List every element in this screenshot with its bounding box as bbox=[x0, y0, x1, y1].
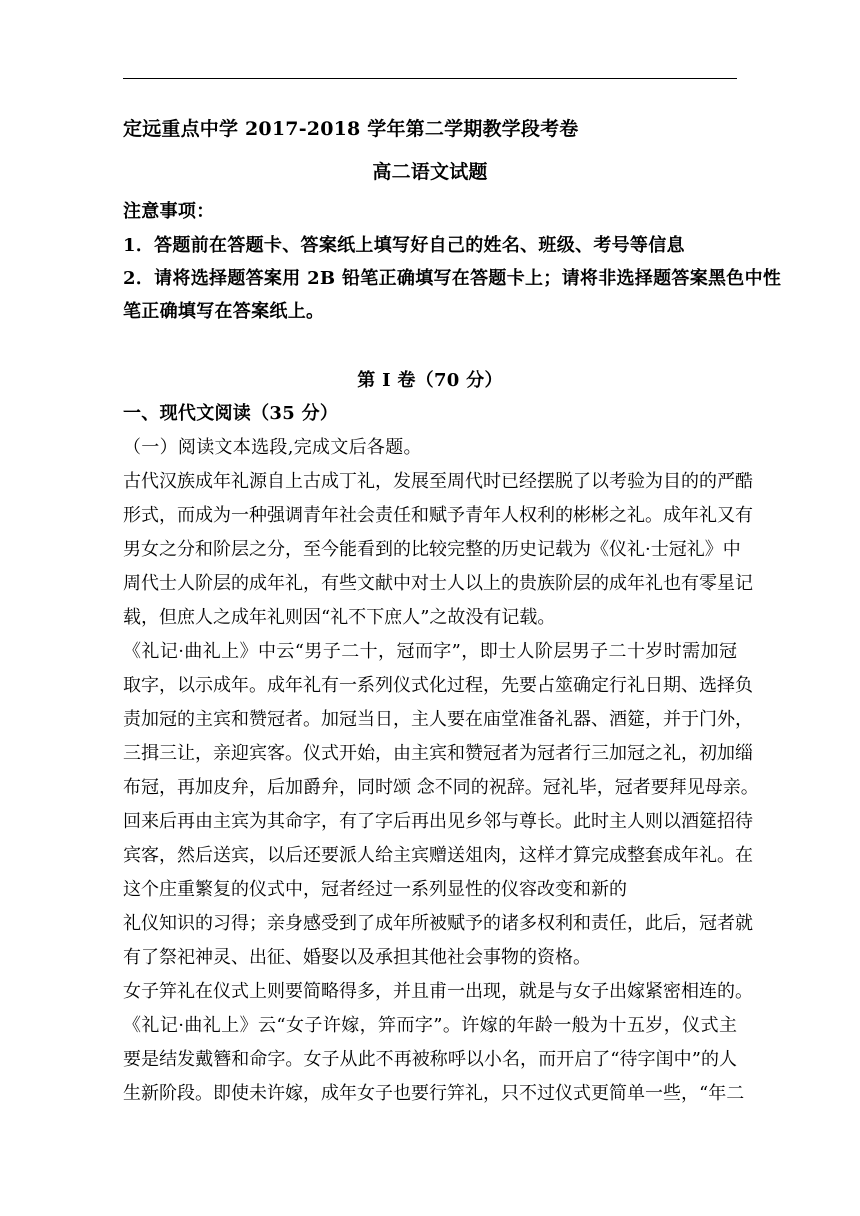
volume-heading: 第 I 卷（70 分） bbox=[357, 370, 503, 391]
body-line: 《礼记·曲礼上》云“女子许嫁，笄而字”。许嫁的年龄一般为十五岁，仪式主 bbox=[123, 1015, 737, 1036]
header-rule bbox=[123, 78, 737, 79]
notice-item-1: 1．答题前在答题卡、答案纸上填写好自己的姓名、班级、考号等信息 bbox=[123, 235, 685, 256]
body-line: 布冠，再加皮弁，后加爵弁，同时颂 念不同的祝辞。冠礼毕，冠者要拜见母亲。 bbox=[123, 777, 759, 798]
body-line: 生新阶段。即使未许嫁，成年女子也要行笄礼，只不过仪式更简单一些，“年二 bbox=[123, 1083, 745, 1104]
body-line: 取字，以示成年。成年礼有一系列仪式化过程，先要占筮确定行礼日期、选择负 bbox=[123, 675, 753, 696]
notice-item-2: 2．请将选择题答案用 2B 铅笔正确填写在答题卡上；请将非选择题答案黑色中性 bbox=[123, 268, 782, 289]
body-line: 回来后再由主宾为其命字，有了字后再出见乡邻与尊长。此时主人则以酒筵招待 bbox=[123, 811, 753, 832]
body-line: 宾客，然后送宾，以后还要派人给主宾赠送俎肉，这样才算完成整套成年礼。在 bbox=[123, 845, 753, 866]
sub-heading: （一）阅读文本选段,完成文后各题。 bbox=[123, 437, 422, 458]
body-line: 古代汉族成年礼源自上古成丁礼，发展至周代时已经摆脱了以考验为目的的严酷 bbox=[123, 471, 753, 492]
exam-title: 定远重点中学 2017-2018 学年第二学期教学段考卷 bbox=[123, 118, 579, 140]
body-line: 这个庄重繁复的仪式中，冠者经过一系列显性的仪容改变和新的 bbox=[123, 879, 627, 900]
body-line: 男女之分和阶层之分，至今能看到的比较完整的历史记载为《仪礼·士冠礼》中 bbox=[123, 539, 741, 560]
body-line: 形式，而成为一种强调青年社会责任和赋予青年人权利的彬彬之礼。成年礼又有 bbox=[123, 505, 753, 526]
body-line: 责加冠的主宾和赞冠者。加冠当日，主人要在庙堂准备礼器、酒筵，并于门外， bbox=[123, 709, 753, 730]
body-line: 三揖三让，亲迎宾客。仪式开始，由主宾和赞冠者为冠者行三加冠之礼，初加缁 bbox=[123, 743, 753, 764]
body-line: 要是结发戴簪和命字。女子从此不再被称呼以小名，而开启了“待字闺中”的人 bbox=[123, 1049, 737, 1070]
body-line: 礼仪知识的习得；亲身感受到了成年所被赋予的诸多权利和责任，此后，冠者就 bbox=[123, 913, 753, 934]
body-line: 《礼记·曲礼上》中云“男子二十，冠而字”，即士人阶层男子二十岁时需加冠 bbox=[123, 641, 737, 662]
notice-item-2-continued: 笔正确填写在答案纸上。 bbox=[123, 301, 325, 322]
body-line: 有了祭祀神灵、出征、婚娶以及承担其他社会事物的资格。 bbox=[123, 947, 591, 968]
notice-heading: 注意事项： bbox=[123, 201, 215, 222]
part-heading: 一、现代文阅读（35 分） bbox=[123, 403, 339, 424]
body-line: 周代士人阶层的成年礼，有些文献中对士人以上的贵族阶层的成年礼也有零星记 bbox=[123, 573, 753, 594]
body-line: 载，但庶人之成年礼则因“礼不下庶人”之故没有记载。 bbox=[123, 607, 556, 628]
body-line: 女子笄礼在仪式上则要简略得多，并且甫一出现，就是与女子出嫁紧密相连的。 bbox=[123, 981, 753, 1002]
subject-title: 高二语文试题 bbox=[372, 161, 488, 183]
